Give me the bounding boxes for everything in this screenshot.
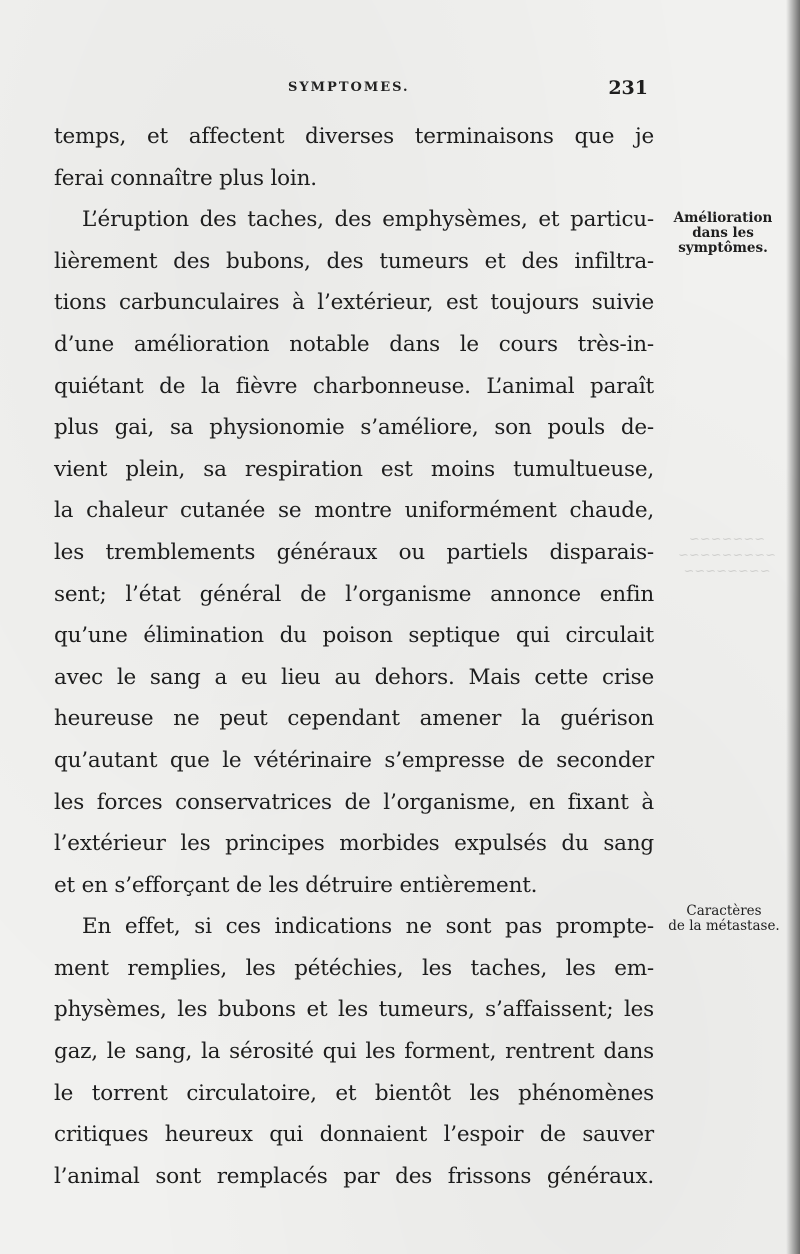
text-line: physèmes, les bubons et les tumeurs, s’affaissent; les (54, 997, 654, 1023)
text-line: L’éruption des taches, des emphysèmes, et particu- (82, 207, 654, 233)
text-line: sent; l’état général de l’organisme annonce enfin (54, 581, 654, 607)
text-line: ferai connaître plus loin. (54, 165, 317, 191)
running-head (58, 78, 650, 102)
text-line: ment remplies, les pétéchies, les taches, les em- (54, 955, 654, 981)
text-line: gaz, le sang, la sérosité qui les forment, rentrent dans (54, 1039, 654, 1065)
text-line: qu’une élimination du poison septique qui circulait (54, 623, 654, 649)
text-line: le torrent circulatoire, et bientôt les phénomènes (54, 1080, 654, 1106)
margin-note-line: dans les (692, 225, 754, 241)
text-line: d’une amélioration notable dans le cours très-in- (54, 331, 654, 357)
text-line: temps, et affectent diverses terminaisons que je (54, 124, 654, 149)
margin-note-line: Amélioration (673, 210, 773, 226)
text-line: l’animal sont remplacés par des frissons généraux. (54, 1163, 654, 1189)
text-line: vient plein, sa respiration est moins tumultueuse, (54, 456, 654, 482)
scan-edge-shadow (786, 0, 800, 1254)
text-line: qu’autant que le vétérinaire s’empresse de seconder (54, 747, 654, 773)
text-line: avec le sang a eu lieu au dehors. Mais cette crise (54, 664, 654, 690)
text-line: heureuse ne peut cependant amener la guérison (54, 706, 654, 732)
body-text (54, 116, 654, 1197)
text-line: la chaleur cutanée se montre uniformément chaude, (54, 498, 654, 524)
text-line: les tremblements généraux ou partiels disparais- (54, 539, 654, 565)
running-title: SYMPTOMES. (288, 80, 410, 95)
text-line: plus gai, sa physionomie s’améliore, son pouls de- (54, 415, 654, 441)
text-line: et en s’efforçant de les détruire entièrement. (54, 872, 538, 898)
margin-note-line: symptômes. (678, 240, 768, 256)
show-through-shadow: ~~~~~~~ ~~~~~~~~~ ~~~~~~~~ (677, 532, 777, 579)
margin-note-line: Caractères (686, 903, 762, 919)
margin-note-amelioration (664, 211, 782, 256)
text-line: les forces conservatrices de l’organisme, en fixant à (54, 789, 654, 815)
text-line: lièrement des bubons, des tumeurs et des infiltra- (54, 248, 654, 274)
text-line: critiques heureux qui donnaient l’espoir de sauver (54, 1122, 654, 1148)
margin-note-metastase (660, 904, 788, 934)
margin-note-line: de la métastase. (668, 918, 780, 934)
text-line: En effet, si ces indications ne sont pas prompte- (82, 914, 654, 940)
text-line: l’extérieur les principes morbides expulsés du sang (54, 831, 654, 857)
text-line: tions carbunculaires à l’extérieur, est toujours suivie (54, 290, 654, 316)
page-number: 231 (608, 77, 648, 99)
text-line: quiétant de la fièvre charbonneuse. L’animal paraît (54, 373, 654, 399)
